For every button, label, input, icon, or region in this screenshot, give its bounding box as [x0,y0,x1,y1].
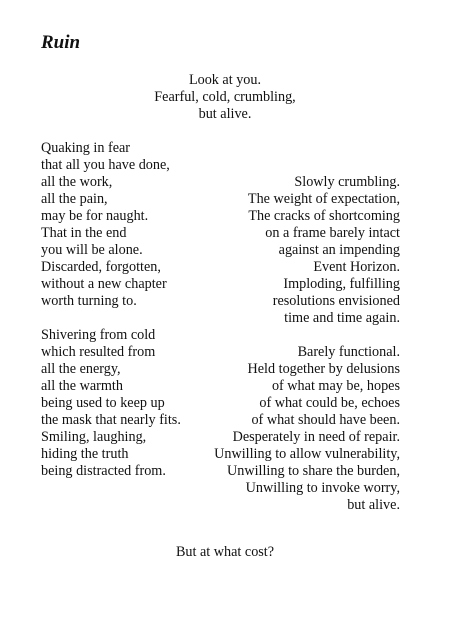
poem-line: but alive. [198,106,252,122]
poem-line: all the work, [41,174,113,190]
poem-line: But at what cost? [175,544,275,560]
stanza-left-2 [41,327,181,480]
poem-line: Held together by delusions [247,361,400,377]
poem-line: That in the end [41,225,127,241]
stanza-closing [125,544,325,561]
poem-line: of what could be, echoes [259,395,400,411]
poem-line: resolutions envisioned [272,293,400,309]
poem-line: of what may be, hopes [271,378,400,394]
poem-line: The cracks of shortcoming [248,208,400,224]
poem-title: Ruin [41,32,81,53]
poem-line: which resulted from [41,344,156,360]
poem-line: hiding the truth [41,446,129,462]
poem-line: Quaking in fear [41,140,131,156]
stanza-right-1 [248,174,400,327]
poem-line: you will be alone. [41,242,143,258]
poem-line: Shivering from cold [41,327,156,343]
poem-line: all the warmth [41,378,123,394]
poem-line: all the energy, [41,361,121,377]
poem-line: Unwilling to share the burden, [227,463,400,479]
poem-line: Imploding, fulfilling [283,276,400,292]
stanza-right-2 [214,344,400,514]
poem-line: Unwilling to allow vulnerability, [214,446,400,462]
poem-line: The weight of expectation, [247,191,400,207]
poem-line: Slowly crumbling. [294,174,400,190]
poem-line: that all you have done, [41,157,170,173]
stanza-left-1 [41,140,170,310]
poem-line: being distracted from. [41,463,166,479]
poem-line: may be for naught. [41,208,149,224]
poem-line: but alive. [347,497,400,513]
poem-line: Fearful, cold, crumbling, [154,89,296,105]
poem-line: Desperately in need of repair. [232,429,400,445]
poem-line: Smiling, laughing, [41,429,147,445]
poem-line: Discarded, forgotten, [41,259,161,275]
poem-line: against an impending [278,242,400,258]
poem-line: Look at you. [188,72,262,88]
poem-line: time and time again. [284,310,400,326]
poem-line: all the pain, [41,191,108,207]
poem-line: Unwilling to invoke worry, [245,480,400,496]
poem-line: without a new chapter [41,276,167,292]
poem-line: worth turning to. [41,293,137,309]
poem-line: on a frame barely intact [265,225,400,241]
stanza-intro [125,72,325,123]
poem-line: of what should have been. [251,412,400,428]
poem-line: the mask that nearly fits. [41,412,181,428]
poem-line: Barely functional. [297,344,400,360]
poem-line: being used to keep up [41,395,165,411]
poem-line: Event Horizon. [313,259,400,275]
